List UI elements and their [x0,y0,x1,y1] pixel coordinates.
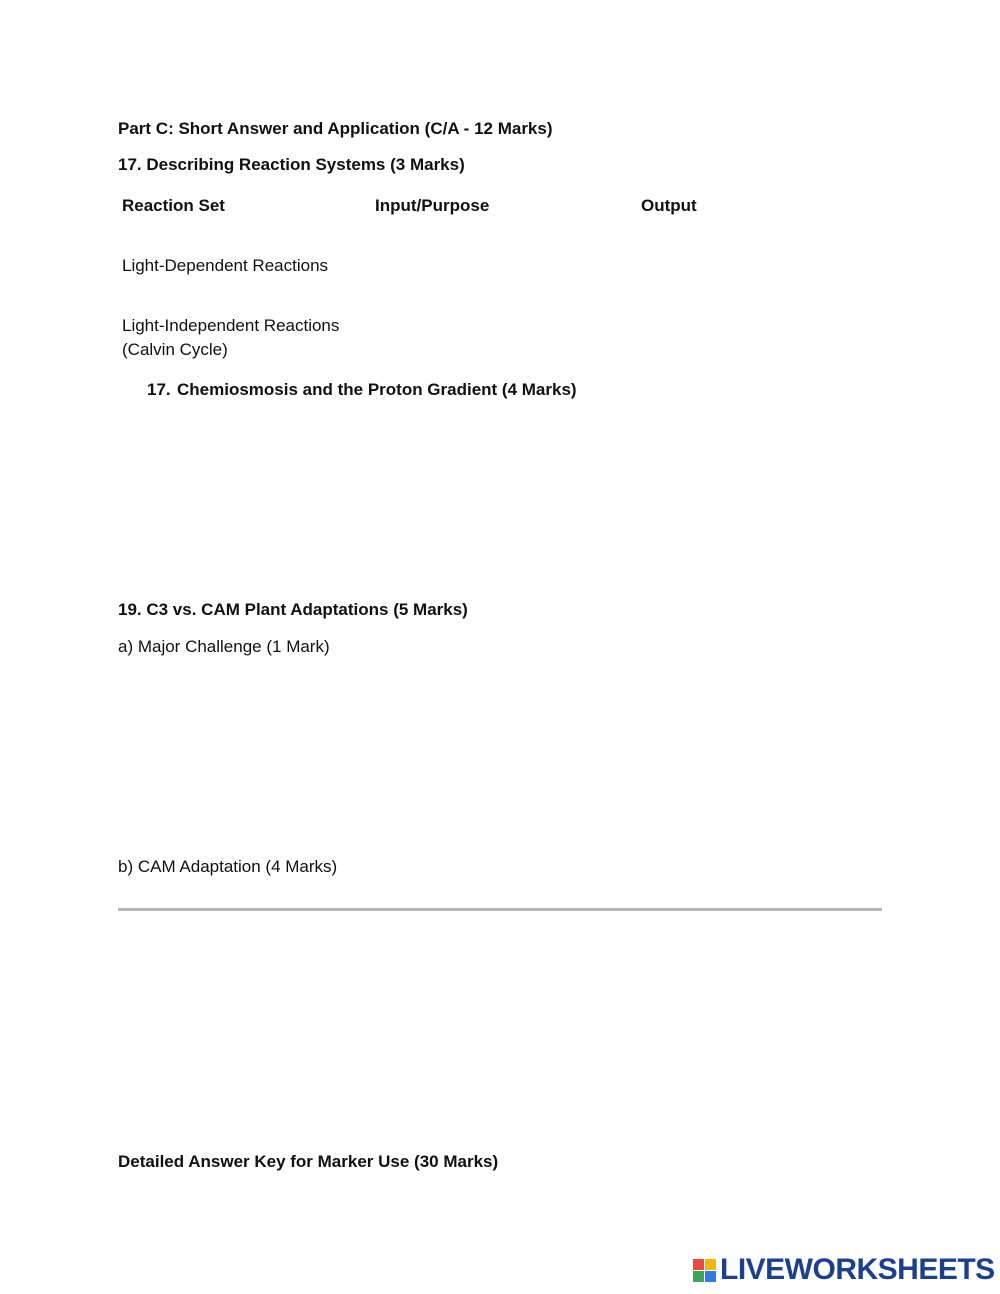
logo-text: LIVEWORKSHEETS [720,1253,995,1286]
answer-line [118,908,882,911]
table-row-calvin-cycle: (Calvin Cycle) [122,340,228,359]
question-19-part-b: b) CAM Adaptation (4 Marks) [118,857,338,876]
question-17b-title: Chemiosmosis and the Proton Gradient (4 Marks) [177,380,577,399]
question-19-part-a: a) Major Challenge (1 Mark) [118,637,330,656]
table-row-light-independent: Light-Independent Reactions [122,316,340,335]
table-header-input-purpose: Input/Purpose [375,196,490,215]
table-row-light-dependent: Light-Dependent Reactions [122,256,329,275]
question-17-title: 17. Describing Reaction Systems (3 Marks) [118,155,465,174]
logo-square-blue [705,1271,716,1282]
part-heading: Part C: Short Answer and Application (C/A - 12 Marks) [118,119,553,138]
logo-grid-icon [693,1259,716,1282]
logo-square-yellow [705,1259,716,1270]
answer-key-heading: Detailed Answer Key for Marker Use (30 Marks) [118,1152,499,1171]
liveworksheets-logo [693,1255,995,1285]
question-19-title: 19. C3 vs. CAM Plant Adaptations (5 Marks) [118,600,468,619]
table-header-output: Output [641,196,697,215]
table-header-reaction-set: Reaction Set [122,196,225,215]
logo-square-red [693,1259,704,1270]
question-17b-number: 17. [147,380,171,399]
logo-square-green [693,1271,704,1282]
